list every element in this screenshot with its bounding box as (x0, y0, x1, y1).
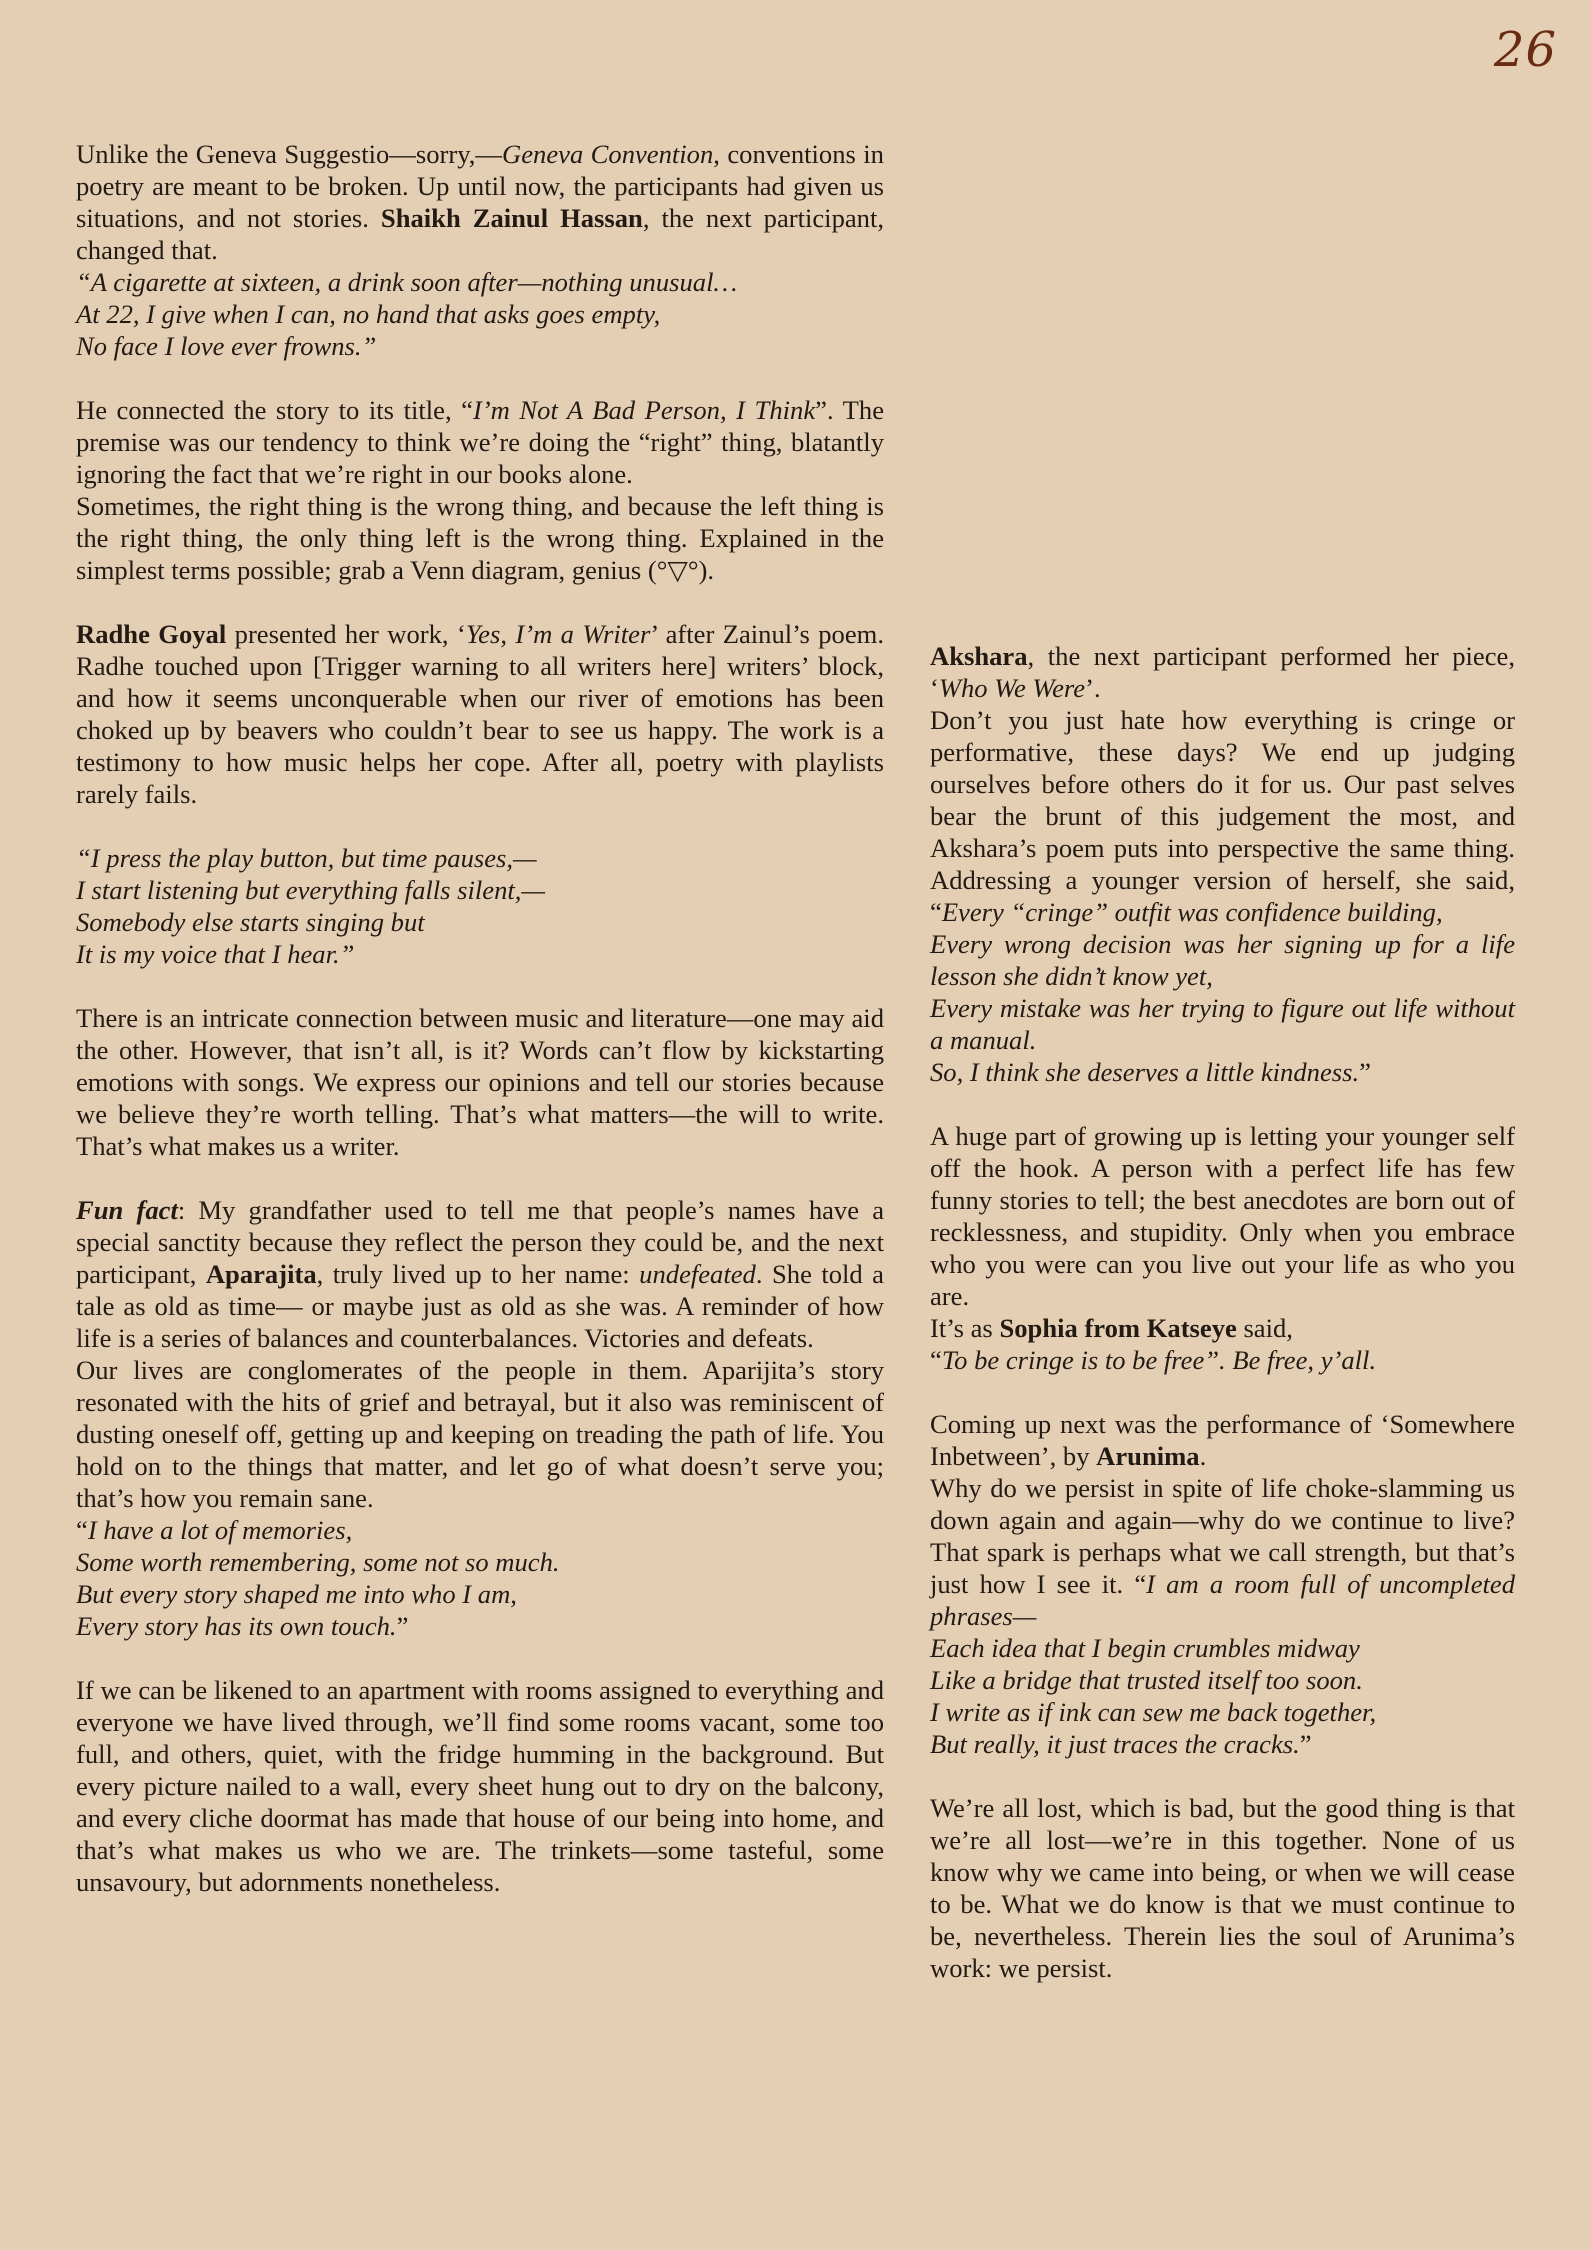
paragraph: There is an intricate connection between music and literature—one may aid the other. However, that isn’t all, is it? Words can’t flow by kickstarting emotions with songs. We express our opinions and tell our stories because we believe they’re worth telling. That’s what matters—the will to write. That’s what makes us a writer. (76, 1003, 884, 1161)
artist-name: Sophia from Katseye (999, 1313, 1237, 1343)
poem-excerpt: Every wrong decision was her signing up for a life lesson she didn’t know yet, Every mistake was her trying to figure out life without a manual. So, I think she deserves a little kindness.” (930, 929, 1515, 1087)
page-number: 26 (1493, 22, 1557, 78)
paragraph: Don’t you just hate how everything is cringe or performative, these days? We end up judging ourselves before others do it for us. Our past selves bear the brunt of this judgement the most, and Akshara’s poem puts into perspective the same thing. Addressing a younger version of herself, she said, “Every “cringe” outfit was confidence building, (930, 705, 1515, 927)
poem-excerpt: Each idea that I begin crumbles midway Like a bridge that trusted itself too soon. I write as if ink can sew me back together, But really, it just traces the cracks.” (930, 1633, 1377, 1759)
paragraph: Fun fact: My grandfather used to tell me that people’s names have a special sanctity because they reflect the person they could be, and the next participant, Aparajita, truly lived up to her name: undefeated. She told a tale as old as time— or maybe just as old as she was. A reminder of how life is a series of balances and counterbalances. Victories and defeats. (76, 1195, 884, 1353)
paragraph: Akshara, the next participant performed her piece, ‘Who We Were’. (930, 641, 1515, 703)
poem-excerpt: “I press the play button, but time pauses,— I start listening but everything falls silent,— Somebody else starts singing but It is my voice that I hear.” (76, 843, 546, 969)
participant-name: Shaikh Zainul Hassan (380, 203, 643, 233)
right-column (930, 640, 1515, 1984)
paragraph: Why do we persist in spite of life choke-slamming us down again and again—why do we continue to live? That spark is perhaps what we call strength, but that’s just how I see it. “I am a room full of uncompleted phrases— (930, 1473, 1515, 1631)
fun-fact-label: Fun fact (76, 1195, 178, 1225)
paragraph: It’s as Sophia from Katseye said, (930, 1313, 1293, 1343)
left-column (76, 138, 884, 1898)
paragraph: If we can be likened to an apartment with rooms assigned to everything and everyone we have lived through, we’ll find some rooms vacant, some too full, and others, quiet, with the fridge humming in the background. But every picture nailed to a wall, every sheet hung out to dry on the balcony, and every cliche doormat has made that house of our being into home, and that’s what makes us who we are. The trinkets—some tasteful, some unsavoury, but adornments nonetheless. (76, 1675, 884, 1897)
paragraph: He connected the story to its title, “I’m Not A Bad Person, I Think”. The premise was our tendency to think we’re doing the “right” thing, blatantly ignoring the fact that we’re right in our books alone. (76, 395, 885, 489)
participant-name: Aparajita (205, 1259, 317, 1289)
paragraph: Radhe Goyal presented her work, ‘Yes, I’m a Writer’ after Zainul’s poem. Radhe touched upon [Trigger warning to all writers here] writers’ block, and how it seems unconquerable when our river of emotions has been choked up by beavers who couldn’t bear to see us happy. The work is a testimony to how music helps her cope. After all, poetry with playlists rarely fails. (76, 619, 884, 809)
paragraph: We’re all lost, which is bad, but the good thing is that we’re all lost—we’re in this together. None of us know why we came into being, or when we will cease to be. What we do know is that we must continue to be, nevertheless. Therein lies the soul of Arunima’s work: we persist. (930, 1793, 1515, 1983)
participant-name: Akshara (930, 641, 1028, 671)
poem-excerpt: “A cigarette at sixteen, a drink soon after—nothing unusual… At 22, I give when I can, no hand that asks goes empty, No face I love ever frowns.” (76, 267, 738, 361)
paragraph: Unlike the Geneva Suggestio—sorry,—Geneva Convention, conventions in poetry are meant to be broken. Up until now, the participants had given us situations, and not stories. Shaikh Zainul Hassan, the next participant, changed that. (76, 139, 885, 265)
quote-line: “To be cringe is to be free”. Be free, y’all. (930, 1345, 1377, 1375)
participant-name: Arunima (1096, 1441, 1200, 1471)
poem-excerpt: “I have a lot of memories, Some worth remembering, some not so much. But every story shaped me into who I am, Every story has its own touch.” (76, 1515, 560, 1641)
paragraph: Coming up next was the performance of ‘Somewhere Inbetween’, by Arunima. (930, 1409, 1515, 1471)
paragraph: Our lives are conglomerates of the people in them. Aparijita’s story resonated with the hits of grief and betrayal, but it also was reminiscent of dusting oneself off, getting up and keeping on treading the path of life. You hold on to the things that matter, and let go of what doesn’t serve you; that’s how you remain sane. (76, 1355, 884, 1513)
participant-name: Radhe Goyal (76, 619, 227, 649)
paragraph: Sometimes, the right thing is the wrong thing, and because the left thing is the right thing, the only thing left is the wrong thing. Explained in the simplest terms possible; grab a Venn diagram, genius (°▽°). (76, 491, 884, 585)
paragraph: A huge part of growing up is letting your younger self off the hook. A person with a perfect life has few funny stories to tell; the best anecdotes are born out of recklessness, and stupidity. Only when you embrace who you were can you live out your life as who you are. (930, 1121, 1515, 1311)
